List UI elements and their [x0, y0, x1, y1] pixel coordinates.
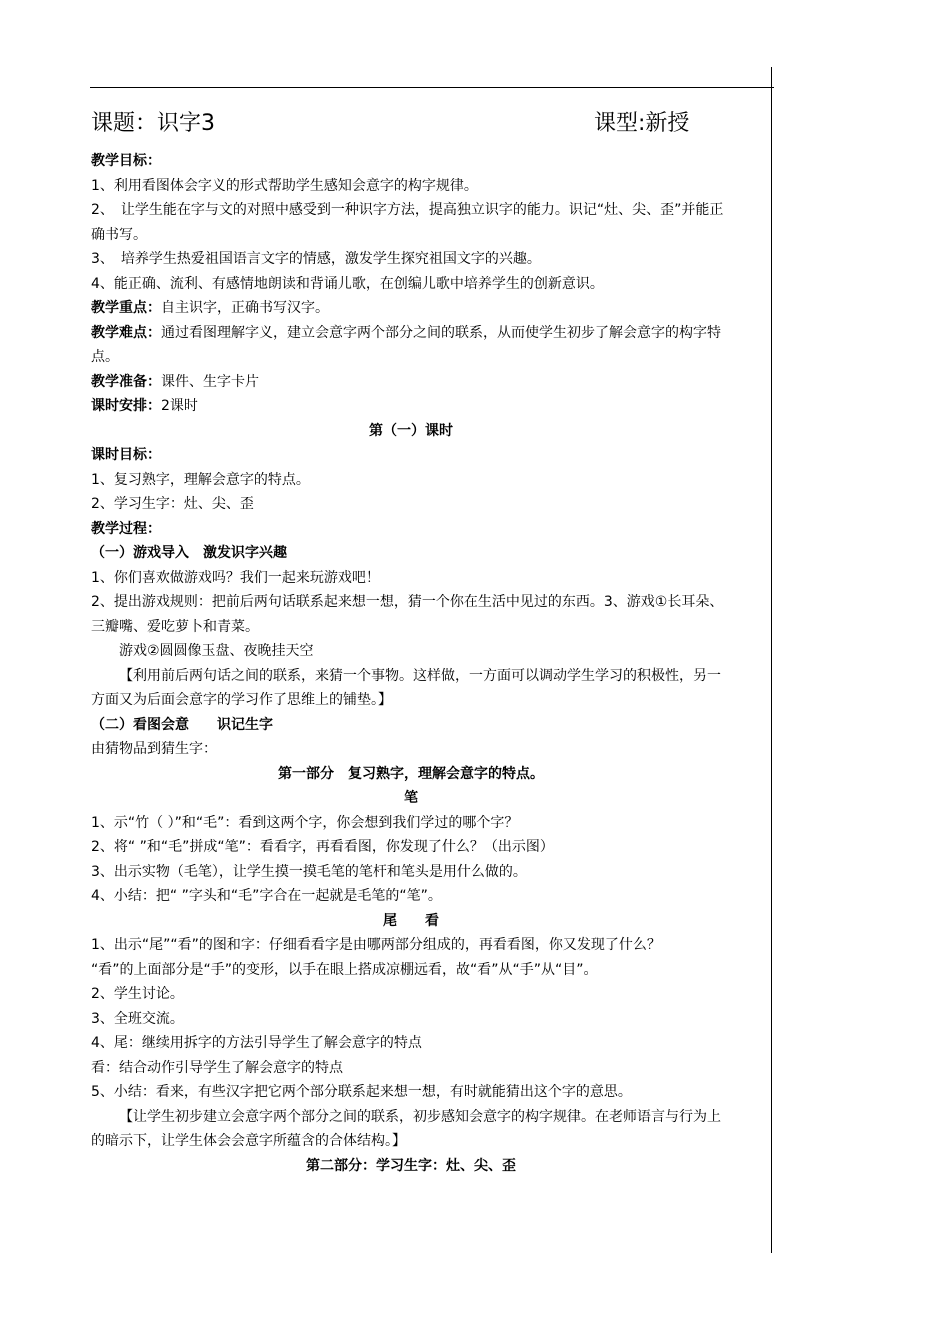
bi-line-3: 3、出示实物（毛笔），让学生摸一摸毛笔的笔杆和笔头是用什么做的。 [91, 863, 527, 880]
wk-heading: 尾 看 [383, 912, 439, 929]
section1-note: 【利用前后两句话之间的联系，来猜一个事物。这样做，一方面可以调动学生学习的积极性，另一方面又为后面会意字的学习作了思维上的铺垫。】 [91, 667, 721, 708]
lesson1-heading: 第（一）课时 [369, 422, 453, 439]
wk-line-7: 5、小结：看来，有些汉字把它两个部分联系起来想一想，有时就能猜出这个字的意思。 [91, 1084, 632, 1100]
prep-label: 教学准备： [91, 373, 161, 390]
lesson1-goal-label: 课时目标： [91, 447, 161, 463]
section1-line-2: 2、提出游戏规则：把前后两句话联系起来想一想，猜一个你在生活中见过的东西。3、游戏①长耳朵、三瓣嘴、爱吃萝卜和青菜。 [91, 594, 724, 635]
schedule-label: 课时安排： [91, 398, 161, 414]
section2-intro: 由猜物品到猜生字： [91, 741, 217, 757]
part2-heading: 第二部分：学习生字：灶、尖、歪 [306, 1157, 516, 1174]
goals-label: 教学目标： [91, 153, 161, 169]
key-point-label: 教学重点： [91, 300, 161, 316]
lesson1-goal-1: 1、复习熟字，理解会意字的特点。 [91, 471, 310, 488]
lesson1-goal-2: 2、学习生字：灶、尖、歪 [91, 496, 254, 512]
difficulty-text: 通过看图理解字义，建立会意字两个部分之间的联系，从而使学生初步了解会意字的构字特点。 [91, 324, 721, 365]
goal-item-4: 4、能正确、流利、有感情地朗读和背诵儿歌，在创编儿歌中培养学生的创新意识。 [91, 275, 604, 292]
schedule-text: 2课时 [161, 398, 198, 414]
bi-heading: 笔 [404, 790, 418, 806]
difficulty [91, 321, 731, 370]
lesson-title: 课题：识字3 [91, 111, 215, 136]
wk-line-3: 2、学生讨论。 [91, 986, 184, 1002]
wk-line-6: 看：结合动作引导学生了解会意字的特点 [91, 1059, 343, 1076]
bi-line-4: 4、小结：把“ ”字头和“毛”字合在一起就是毛笔的“笔”。 [91, 888, 442, 904]
bi-line-2: 2、将“ ”和“毛”拼成“笔”：看看字，再看看图，你发现了什么？（出示图） [91, 839, 554, 855]
title-row [91, 109, 731, 149]
goal-item-2: 2、 让学生能在字与文的对照中感受到一种识字方法，提高独立识字的能力。识记“灶、尖、歪”并能正确书写。 [91, 202, 724, 243]
preparation [91, 370, 731, 395]
difficulty-label: 教学难点： [91, 324, 161, 341]
prep-text: 课件、生字卡片 [161, 373, 259, 390]
section1-heading: （一）游戏导入 激发识字兴趣 [91, 545, 287, 561]
wk-line-5: 4、尾：继续用拆字的方法引导学生了解会意字的特点 [91, 1035, 422, 1051]
part1-heading: 第一部分 复习熟字，理解会意字的特点。 [278, 765, 544, 782]
section1-line-1: 1、你们喜欢做游戏吗？我们一起来玩游戏吧！ [91, 569, 380, 586]
section1-line-3: 游戏②圆圆像玉盘、夜晚挂天空 [119, 643, 314, 659]
lesson-plan-page [91, 109, 731, 1178]
goal-item-3: 3、 培养学生热爱祖国语言文字的情感，激发学生探究祖国文字的兴趣。 [91, 251, 541, 267]
wk-line-4: 3、全班交流。 [91, 1010, 184, 1027]
process-label: 教学过程： [91, 520, 161, 537]
section2-heading: （二）看图会意 识记生字 [91, 716, 273, 733]
section2-note: 【让学生初步建立会意字两个部分之间的联系，初步感知会意字的构字规律。在老师语言与行为上的暗示下，让学生体会会意字所蕴含的合体结构。】 [91, 1108, 721, 1149]
wk-line-2: “看”的上面部分是“手”的变形，以手在眼上搭成凉棚远看，故“看”从“手”从“目”。 [91, 961, 598, 978]
schedule [91, 394, 731, 419]
top-rule [90, 87, 774, 88]
wk-line-1: 1、出示“尾”“看”的图和字：仔细看看字是由哪两部分组成的，再看看图，你又发现了什么？ [91, 937, 661, 953]
bi-line-1: 1、示“竹（ ）”和“毛”：看到这两个字，你会想到我们学过的哪个字？ [91, 814, 519, 831]
key-point [91, 296, 731, 321]
goal-item-1: 1、利用看图体会字义的形式帮助学生感知会意字的构字规律。 [91, 177, 478, 194]
right-rule [771, 67, 772, 1253]
key-point-text: 自主识字，正确书写汉字。 [161, 300, 329, 316]
lesson-type: 课型:新授 [594, 111, 690, 136]
